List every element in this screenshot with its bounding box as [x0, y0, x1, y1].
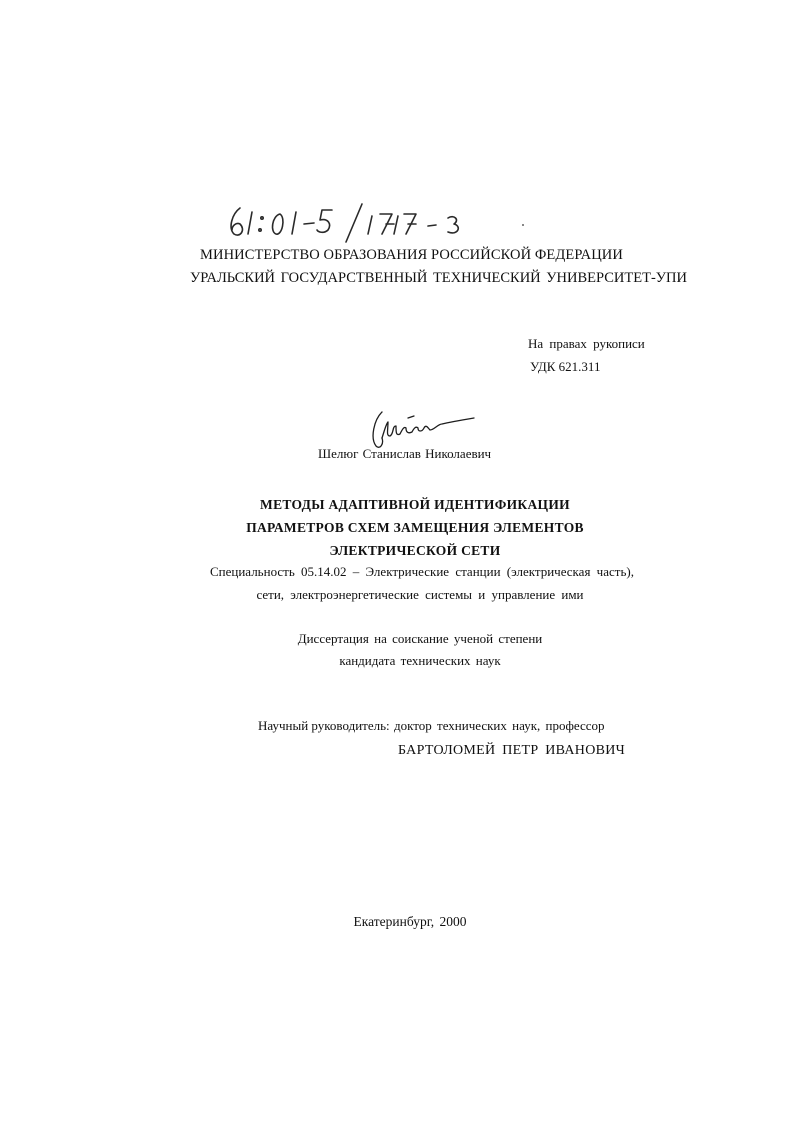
manuscript-rights-note: На правах рукописи: [528, 336, 645, 351]
handwritten-archive-code: [222, 200, 542, 244]
ministry-heading: МИНИСТЕРСТВО ОБРАЗОВАНИЯ РОССИЙСКОЙ ФЕДЕРАЦИИ: [200, 247, 623, 263]
university-heading: УРАЛЬСКИЙ ГОСУДАРСТВЕННЫЙ ТЕХНИЧЕСКИЙ УНИВЕРСИТЕТ-УПИ: [190, 270, 688, 286]
dissertation-title-line: МЕТОДЫ АДАПТИВНОЙ ИДЕНТИФИКАЦИИ: [260, 497, 570, 512]
specialty-line: сети, электроэнергетические системы и управление ими: [256, 587, 584, 602]
supervisor-degree: доктор технических наук, профессор: [394, 718, 605, 733]
specialty-line: Специальность 05.14.02 – Электрические станции (электрическая часть),: [210, 564, 634, 579]
degree-statement: Диссертация на соискание ученой степени: [297, 631, 543, 646]
udk-code: УДК 621.311: [530, 359, 601, 374]
degree-statement: кандидата технических наук: [339, 653, 501, 668]
dissertation-title-line: ПАРАМЕТРОВ СХЕМ ЗАМЕЩЕНИЯ ЭЛЕМЕНТОВ: [246, 520, 584, 535]
dissertation-title-line: ЭЛЕКТРИЧЕСКОЙ СЕТИ: [329, 543, 501, 558]
city-year: Екатеринбург, 2000: [353, 914, 467, 929]
author-name: Шелюг Станислав Николаевич: [318, 446, 492, 461]
supervisor-label: Научный руководитель:: [258, 718, 390, 733]
supervisor-name: БАРТОЛОМЕЙ ПЕТР ИВАНОВИЧ: [398, 743, 626, 758]
